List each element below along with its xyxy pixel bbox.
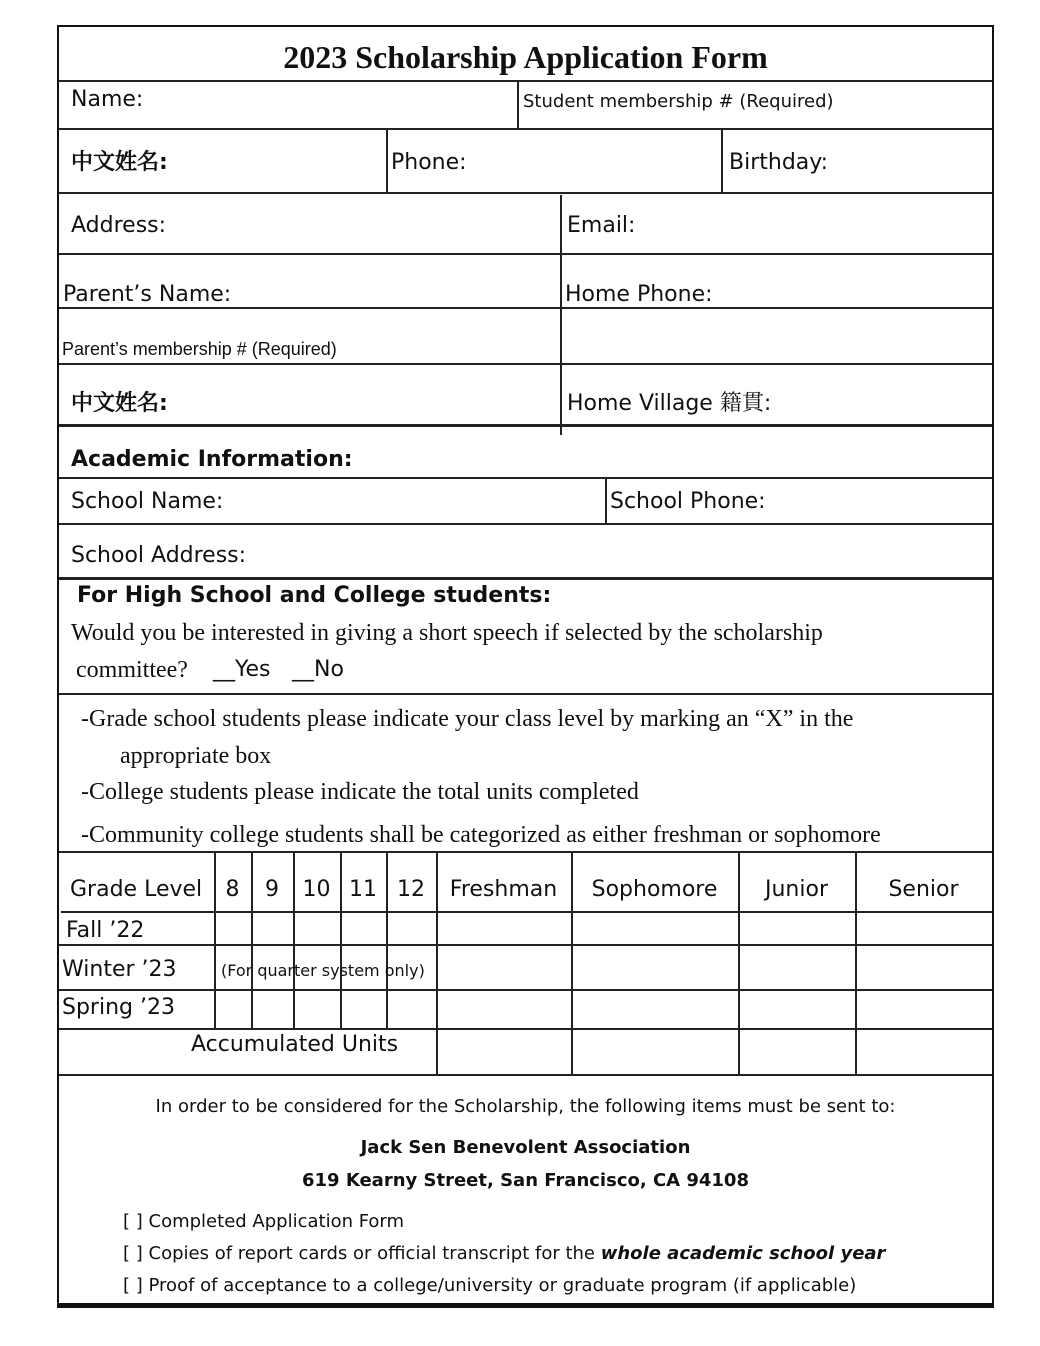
divider bbox=[59, 1028, 992, 1030]
divider bbox=[721, 128, 723, 192]
checklist-item-transcript bbox=[123, 1245, 885, 1263]
checklist-item-text: Proof of acceptance to a college/university or graduate program (if applicable) bbox=[148, 1275, 857, 1296]
checklist-item-acceptance bbox=[123, 1277, 856, 1295]
divider bbox=[59, 944, 992, 946]
divider bbox=[214, 851, 216, 1029]
instruction-community-college: -Community college students shall be categorized as either freshman or sophomore bbox=[81, 822, 881, 848]
divider bbox=[59, 477, 992, 479]
speech-question-line1: Would you be interested in giving a short speech if selected by the scholarship bbox=[71, 620, 823, 646]
name-field-label: Name: bbox=[71, 87, 144, 112]
home-village-label: Home Village 籍貫: bbox=[567, 391, 772, 416]
parent-chinese-name-label: 中文姓名: bbox=[71, 391, 168, 416]
checkbox[interactable]: [ ] bbox=[123, 1275, 143, 1296]
email-field-label: Email: bbox=[567, 213, 636, 238]
divider bbox=[59, 1074, 992, 1076]
divider bbox=[59, 424, 992, 427]
grade-10-header: 10 bbox=[302, 877, 331, 902]
school-phone-label: School Phone: bbox=[610, 489, 766, 514]
grade-12-header: 12 bbox=[397, 877, 425, 902]
accumulated-units-label: Accumulated Units bbox=[191, 1032, 399, 1057]
checkbox[interactable]: [ ] bbox=[123, 1211, 143, 1232]
divider bbox=[59, 253, 992, 255]
phone-field-label: Phone: bbox=[391, 150, 467, 175]
row-label-spring: Spring ’23 bbox=[62, 995, 175, 1020]
organization-address: 619 Kearny Street, San Francisco, CA 94108 bbox=[302, 1170, 749, 1191]
divider bbox=[59, 307, 992, 309]
freshman-header: Freshman bbox=[449, 877, 558, 902]
checkbox[interactable]: [ ] bbox=[123, 1243, 143, 1264]
divider bbox=[59, 80, 992, 82]
instruction-grade-school-cont: appropriate box bbox=[120, 743, 272, 769]
grade-8-header: 8 bbox=[225, 877, 240, 902]
divider bbox=[340, 851, 342, 1029]
submission-intro: In order to be considered for the Scholarship, the following items must be sent to: bbox=[155, 1096, 896, 1117]
divider bbox=[59, 363, 992, 365]
divider bbox=[59, 851, 992, 853]
academic-info-heading: Academic Information: bbox=[71, 447, 353, 472]
divider bbox=[61, 911, 992, 913]
grade-11-header: 11 bbox=[349, 877, 377, 902]
senior-header: Senior bbox=[888, 877, 959, 902]
divider bbox=[59, 523, 992, 525]
divider bbox=[59, 128, 992, 130]
divider bbox=[293, 851, 295, 1029]
scholarship-form bbox=[57, 25, 994, 1308]
speech-no-option[interactable]: __No bbox=[292, 657, 344, 682]
sophomore-header: Sophomore bbox=[591, 877, 718, 902]
divider bbox=[59, 577, 992, 580]
speech-yes-option[interactable]: __Yes bbox=[213, 657, 271, 682]
instruction-grade-school: -Grade school students please indicate your class level by marking an “X” in the bbox=[81, 706, 854, 732]
divider bbox=[59, 192, 992, 194]
organization-name: Jack Sen Benevolent Association bbox=[360, 1137, 691, 1158]
divider bbox=[560, 195, 562, 435]
divider bbox=[517, 80, 519, 128]
divider bbox=[59, 693, 992, 695]
instruction-college: -College students please indicate the total units completed bbox=[81, 779, 639, 805]
parent-name-label: Parent’s Name: bbox=[63, 282, 232, 307]
address-field-label: Address: bbox=[71, 213, 167, 238]
student-membership-label: Student membership # (Required) bbox=[523, 91, 834, 112]
divider bbox=[386, 851, 388, 1029]
checklist-item-text: Copies of report cards or official transcript for the bbox=[148, 1243, 601, 1264]
parent-membership-label: Parent’s membership # (Required) bbox=[62, 339, 337, 359]
grade-9-header: 9 bbox=[265, 877, 279, 902]
checklist-item-application bbox=[123, 1213, 404, 1231]
row-label-winter: Winter ’23 bbox=[62, 957, 177, 982]
speech-question-line2: committee? bbox=[76, 657, 188, 683]
checklist-item-emphasis: whole academic school year bbox=[600, 1243, 886, 1264]
divider bbox=[386, 128, 388, 192]
junior-header: Junior bbox=[765, 877, 828, 902]
grade-level-header: Grade Level bbox=[70, 877, 203, 902]
row-label-fall: Fall ’22 bbox=[66, 918, 145, 943]
birthday-field-label: Birthday: bbox=[729, 150, 829, 175]
divider bbox=[251, 851, 253, 1029]
chinese-name-label: 中文姓名: bbox=[71, 150, 168, 175]
divider bbox=[605, 477, 607, 523]
winter-quarter-note: (For quarter system only) bbox=[221, 961, 425, 980]
school-name-label: School Name: bbox=[71, 489, 224, 514]
school-address-label: School Address: bbox=[71, 543, 247, 568]
home-phone-label: Home Phone: bbox=[565, 282, 713, 307]
form-title: 2023 Scholarship Application Form bbox=[283, 39, 768, 75]
checklist-item-text: Completed Application Form bbox=[148, 1211, 405, 1232]
speech-section-heading: For High School and College students: bbox=[77, 583, 552, 608]
divider bbox=[59, 989, 992, 991]
